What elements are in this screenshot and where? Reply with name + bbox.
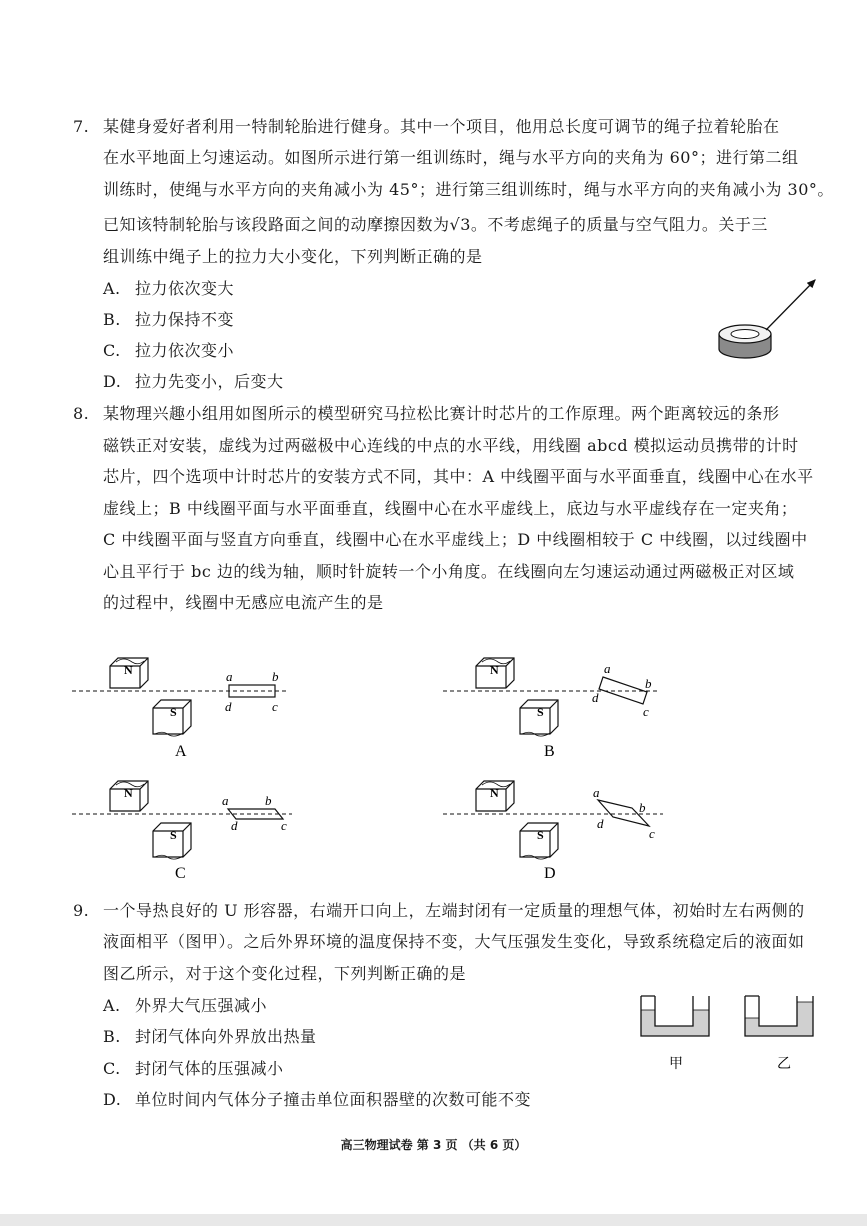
q7-option-d[interactable]: D. 拉力先变小，后变大 [103, 372, 284, 391]
q8-line-4: 虚线上；B 中线圈平面与水平面垂直，线圈中心在水平虚线上，底边与水平虚线存在一定夹角； [103, 499, 798, 518]
q9-number: 9. [73, 901, 90, 920]
q8-line-2: 磁铁正对安装，虚线为过两磁极中心连线的中点的水平线，用线圈 abcd 模拟运动员携带的计时 [103, 436, 799, 455]
pole-n-label: N [124, 663, 133, 677]
q9-line-3: 图乙所示，对于这个变化过程，下列判断正确的是 [103, 964, 467, 983]
q9-line-1: 9. 一个导热良好的 U 形容器，右端开口向上，左端封闭有一定质量的理想气体，初始时左右两侧的 [73, 901, 805, 920]
q8-line-5: C 中线圈平面与竖直方向垂直，线圈中心在水平虚线上；D 中线圈相较于 C 中线圈，以过线圈中 [103, 530, 808, 549]
caption-d: D [544, 865, 556, 882]
svg-text:S: S [537, 828, 544, 842]
svg-text:b: b [272, 669, 279, 684]
pole-s-label: S [170, 705, 177, 719]
q7-line-4: 已知该特制轮胎与该段路面之间的动摩擦因数为√3。不考虑绳子的质量与空气阻力。关于三 [103, 215, 768, 234]
panel-d [443, 781, 663, 859]
svg-text:S: S [170, 828, 177, 842]
svg-text:d: d [592, 690, 599, 705]
svg-text:d: d [225, 699, 232, 714]
q7-line-5: 组训练中绳子上的拉力大小变化，下列判断正确的是 [103, 247, 483, 266]
q9-option-c[interactable]: C. 封闭气体的压强减小 [103, 1059, 284, 1078]
q7-line-3: 训练时，使绳与水平方向的夹角减小为 45°；进行第三组训练时，绳与水平方向的夹角减小为 30°。 [103, 180, 834, 199]
tire-rope-figure [710, 272, 825, 372]
q7-number: 7. [73, 117, 90, 136]
q9-option-b[interactable]: B. 封闭气体向外界放出热量 [103, 1027, 317, 1046]
svg-text:c: c [643, 704, 649, 719]
q7-line-2: 在水平地面上匀速运动。如图所示进行第一组训练时，绳与水平方向的夹角为 60°；进行第二组 [103, 148, 799, 167]
caption-c: C [175, 865, 186, 882]
q8-line-1: 8. 某物理兴趣小组用如图所示的模型研究马拉松比赛计时芯片的工作原理。两个距离较远的条形 [73, 404, 780, 423]
caption-a: A [175, 743, 187, 760]
panel-b [443, 658, 660, 736]
svg-text:a: a [222, 793, 229, 808]
svg-text:c: c [272, 699, 278, 714]
svg-text:b: b [265, 793, 272, 808]
q8-line-6: 心且平行于 bc 边的线为轴，顺时针旋转一个小角度。在线圈向左匀速运动通过两磁极正对区域 [103, 562, 795, 581]
svg-text:N: N [490, 786, 499, 800]
svg-text:N: N [490, 663, 499, 677]
svg-text:c: c [649, 826, 655, 841]
label-jia: 甲 [669, 1057, 683, 1072]
svg-text:S: S [537, 705, 544, 719]
svg-text:a: a [593, 785, 600, 800]
rope-arrow [766, 280, 815, 330]
q8-number: 8. [73, 404, 90, 423]
q7-option-a[interactable]: A. 拉力依次变大 [103, 279, 235, 298]
svg-text:N: N [124, 786, 133, 800]
svg-text:d: d [231, 818, 238, 833]
caption-b: B [544, 743, 555, 760]
scan-edge [0, 1214, 867, 1226]
q9-option-a[interactable]: A. 外界大气压强减小 [103, 996, 268, 1015]
svg-text:a: a [226, 669, 233, 684]
svg-text:a: a [604, 661, 611, 676]
q8-line-3: 芯片，四个选项中计时芯片的安装方式不同，其中：A 中线圈平面与水平面垂直，线圈中心在水平 [103, 467, 814, 486]
u-tube-jia [641, 996, 709, 1036]
svg-text:c: c [281, 818, 287, 833]
q7-line-1: 7. 某健身爱好者利用一特制轮胎进行健身。其中一个项目，他用总长度可调节的绳子拉着轮胎在 [73, 117, 780, 136]
q7-option-b[interactable]: B. 拉力保持不变 [103, 310, 235, 329]
panel-a [72, 658, 288, 736]
svg-text:b: b [645, 676, 652, 691]
q9-option-d[interactable]: D. 单位时间内气体分子撞击单位面积器壁的次数可能不变 [103, 1090, 532, 1109]
u-tube-yi [745, 996, 813, 1036]
svg-text:d: d [597, 816, 604, 831]
magnet-coil-figure [0, 640, 867, 885]
q7-option-c[interactable]: C. 拉力依次变小 [103, 341, 235, 360]
svg-text:b: b [639, 800, 646, 815]
tire-icon [719, 325, 771, 358]
page-footer: 高三物理试卷 第 3 页 （共 6 页） [340, 1138, 527, 1152]
q9-line-2: 液面相平（图甲）。之后外界环境的温度保持不变，大气压强发生变化，导致系统稳定后的液面如 [103, 932, 805, 951]
q8-line-7: 的过程中，线圈中无感应电流产生的是 [103, 593, 384, 612]
panel-c [72, 781, 292, 859]
label-yi: 乙 [777, 1057, 791, 1072]
u-tube-figure [635, 992, 825, 1077]
